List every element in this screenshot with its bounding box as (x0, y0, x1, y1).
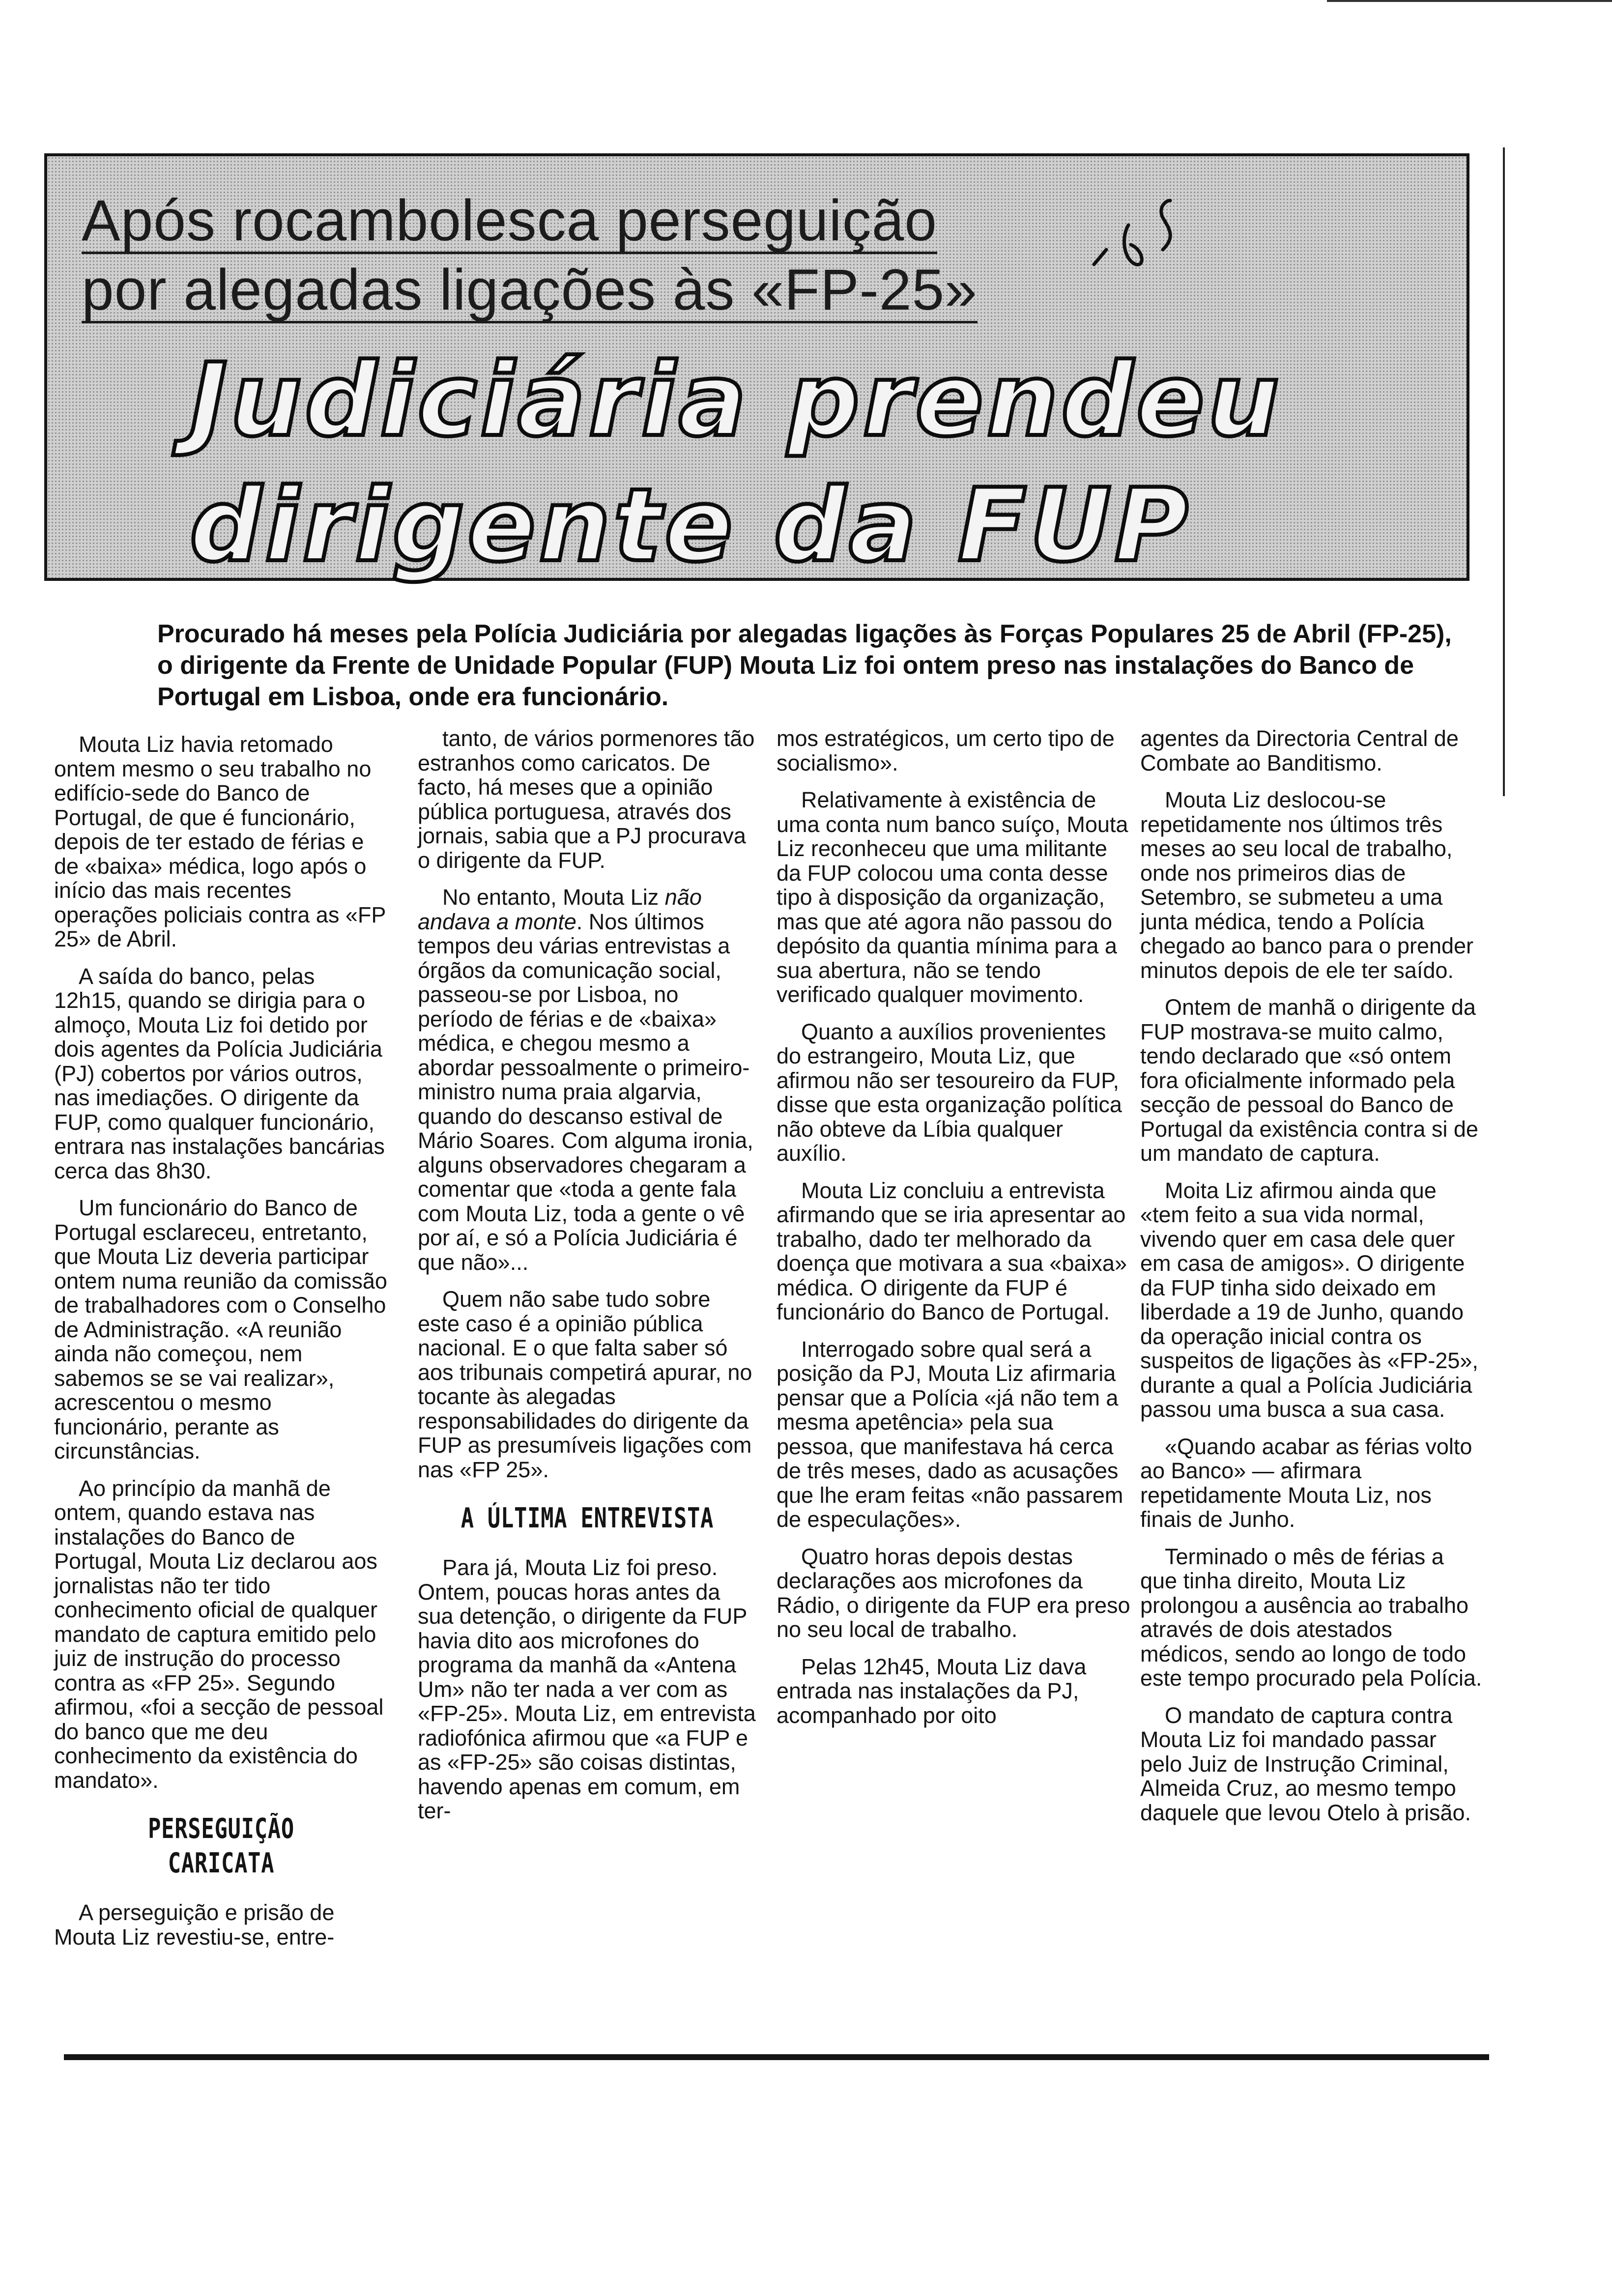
paragraph: tanto, de vários pormenores tão estranhos como caricatos. De facto, há meses que a opinião pública portuguesa, através dos jornais, sabia que a PJ procurava o dirigente da FUP. (418, 726, 755, 873)
paragraph: Quanto a auxílios provenientes do estrangeiro, Mouta Liz, que afirmou não ser tesoureiro da FUP, disse que esta organização política não obteve da Líbia qualquer auxílio. (777, 1019, 1122, 1166)
paragraph: Terminado o mês de férias a que tinha direito, Mouta Liz prolongou a ausência ao trabalho através de dois atestados médicos, sendo ao longo de todo este tempo procurado pela Polícia. (1140, 1544, 1482, 1691)
paragraph: Mouta Liz concluiu a entrevista afirmando que se iria apresentar ao trabalho, dado ter melhorado da doença que motivara a sua «baixa» médica. O dirigente da FUP é funcionário do Banco de Portugal. (777, 1177, 1127, 1324)
paragraph: Relativamente à existência de uma conta num banco suíço, Mouta Liz reconheceu que uma militante da FUP colocou uma conta desse tipo à disposição da organização, mas que até agora não passou do depósito da quantia mínima para a sua abertura, não se tendo verificado qualquer movimento. (777, 787, 1128, 1007)
article-column-3 (777, 726, 1130, 1740)
text-run: No entanto, Mouta Liz (442, 885, 665, 910)
paragraph: Quem não sabe tudo sobre este caso é a opinião pública nacional. E o que falta saber só aos tribunais competirá apurar, no tocante às alegadas responsabilidades do dirigente da FUP as presumíveis ligações com nas «FP 25». (418, 1287, 752, 1482)
paragraph: A saída do banco, pelas 12h15, quando se dirigia para o almoço, Mouta Liz foi detido por dois agentes da Polícia Judiciária (PJ) cobertos por vários outros, nas imediações. O dirigente da FUP, como qualquer funcionário, entrara nas instalações bancárias cerca das 8h30. (54, 963, 385, 1183)
paragraph: Interrogado sobre qual será a posição da PJ, Mouta Liz afirmaria pensar que a Polícia «já não tem a mesma apetência» pela sua pessoa, que manifestava há cerca de três meses, dado as acusações que lhe eram feitas «não passarem de especulações». (777, 1336, 1123, 1532)
article-column-2 (418, 726, 757, 1836)
paragraph: «Quando acabar as férias volto ao Banco» — afirmara repetidamente Mouta Liz, nos finais de Junho. (1140, 1434, 1472, 1532)
handwritten-annotation (1084, 191, 1232, 304)
kicker (82, 188, 1114, 329)
article-column-1 (54, 732, 388, 1962)
paragraph: Ontem de manhã o dirigente da FUP mostrava-se muito calmo, tendo declarado que «só ontem fora oficialmente informado pela secção de pessoal do Banco de Portugal da existência contra si de um mandato de captura. (1140, 995, 1478, 1166)
paragraph: Um funcionário do Banco de Portugal esclareceu, entretanto, que Mouta Liz deveria participar ontem numa reunião da comissão de trabalhadores com o Conselho de Administração. «A reunião ainda não começou, nem sabemos se se vai realizar», acrescentou o mesmo funcionário, perante as circunstâncias. (54, 1195, 387, 1464)
paragraph: Quatro horas depois destas declarações aos microfones da Rádio, o dirigente da FUP era preso no seu local de trabalho. (777, 1544, 1130, 1642)
paragraph: O mandato de captura contra Mouta Liz foi mandado passar pelo Juiz de Instrução Criminal, Almeida Cruz, ao mesmo tempo daquele que levou Otelo à prisão. (1140, 1702, 1471, 1825)
headline-line-1: Judiciária prendeu (190, 342, 1282, 459)
paragraph: Ao princípio da manhã de ontem, quando estava nas instalações do Banco de Portugal, Mouta Liz declarou aos jornalistas não ter tido conhecimento oficial de qualquer mandato de captura emitido pelo juiz de instrução do processo contra as «FP 25». Segundo afirmou, «foi a secção de pessoal do banco que me deu conhecimento da existência do mandato». (54, 1475, 384, 1793)
lead-paragraph: Procurado há meses pela Polícia Judiciária por alegadas ligações às Forças Populares 25 de Abril (FP-25), o dirigente da Frente de Unidade Popular (FUP) Mouta Liz foi ontem preso nas instalações do Banco de Portugal em Lisboa, onde era funcionário. (157, 620, 1452, 711)
headline-line-2: dirigente da FUP (190, 467, 1191, 584)
text-run: . Nos últimos tempos deu várias entrevistas a órgãos da comunicação social, passeou-se por Lisboa, no período de férias e de «baixa» médica, e chegou mesmo a abordar pessoalmente o primeiro-ministro numa praia algarvia, quando do descanso estival de Mário Soares. Com alguma ironia, alguns observadores chegaram a comentar que «toda a gente fala com Mouta Liz, toda a gente o vê por aí, e só a Polícia Judiciária é que não»... (418, 909, 753, 1275)
paragraph: Para já, Mouta Liz foi preso. Ontem, poucas horas antes da sua detenção, o dirigente da FUP havia dito aos microfones do programa da manhã da «Antena Um» não ter nada a ver com as «FP-25». Mouta Liz, em entrevista radiofónica afirmou que «a FUP e as «FP-25» são coisas distintas, havendo apenas em comum, em ter- (418, 1555, 756, 1823)
bottom-rule (64, 2054, 1489, 2060)
main-headline (190, 338, 1468, 589)
paragraph: mos estratégicos, um certo tipo de socialismo». (777, 726, 1115, 775)
article-column-4 (1140, 726, 1484, 1837)
paragraph: Mouta Liz deslocou-se repetidamente nos últimos três meses ao seu local de trabalho, onde nos primeiros dias de Setembro, se submeteu a uma junta médica, tendo a Polícia chegado ao banco para o prender minutos depois de ele ter saído. (1140, 787, 1474, 983)
paragraph: agentes da Directoria Central de Combate ao Banditismo. (1140, 726, 1459, 775)
paragraph: Mouta Liz havia retomado ontem mesmo o seu trabalho no edifício-sede do Banco de Portugal, de que é funcionário, depois de ter estado de férias e de «baixa» médica, logo após o início das mais recentes operações policiais contra as «FP 25» de Abril. (54, 732, 386, 951)
subhead-perseguicao: PERSEGUIÇÃO CARICATA (148, 1813, 294, 1879)
emphasis: não andava a monte (418, 885, 702, 934)
headline-box (44, 153, 1469, 584)
subhead-ultima-entrevista: A ÚLTIMA ENTREVISTA (461, 1502, 714, 1534)
paragraph: A perseguição e prisão de Mouta Liz revestiu-se, entre- (54, 1900, 335, 1950)
paragraph: Moita Liz afirmou ainda que «tem feito a sua vida normal, vivendo quer em casa dele quer em casa de amigos». O dirigente da FUP tinha sido deixado em liberdade a 19 de Junho, quando da operação inicial contra os suspeitos de ligações às «FP-25», durante a qual a Polícia Judiciária passou uma busca a sua casa. (1140, 1177, 1478, 1422)
paragraph: Pelas 12h45, Mouta Liz dava entrada nas instalações da PJ, acompanhado por oito (777, 1654, 1087, 1728)
kicker-line-2: por alegadas ligações às «FP-25» (82, 258, 978, 322)
top-edge-rule (1327, 0, 1612, 2)
vertical-column-rule (1503, 147, 1505, 796)
paragraph (418, 885, 757, 1274)
kicker-line-1: Após rocambolesca perseguição (82, 188, 937, 253)
